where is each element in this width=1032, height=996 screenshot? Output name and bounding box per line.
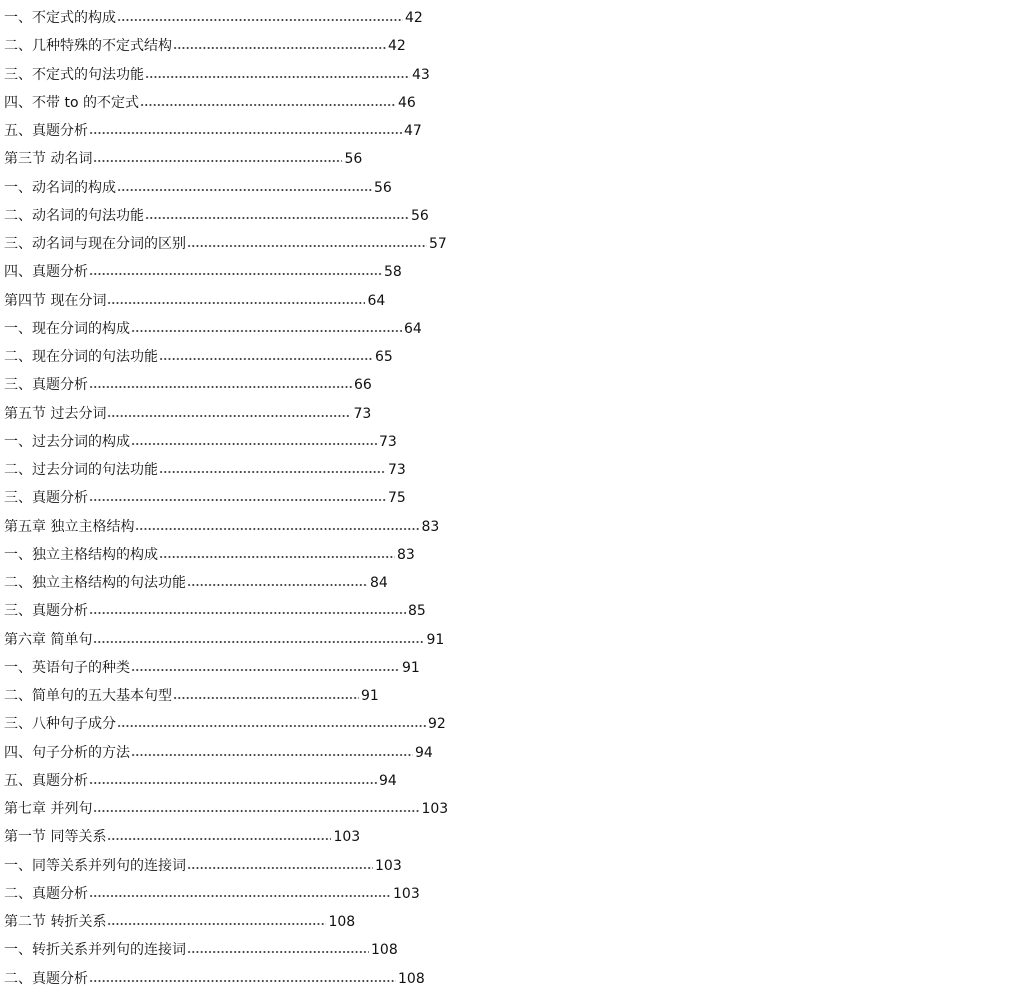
toc-entry[interactable] xyxy=(4,287,1004,315)
dot-leader xyxy=(173,697,359,699)
table-of-contents xyxy=(4,4,1004,993)
toc-entry-title: 第三节 动名词 xyxy=(4,151,93,168)
dot-leader xyxy=(107,838,331,840)
toc-entry-page-number: 43 xyxy=(412,66,430,83)
toc-entry-title: 二、真题分析 xyxy=(4,970,88,987)
toc-entry-page-number: 42 xyxy=(388,38,406,55)
toc-entry[interactable] xyxy=(4,61,1004,89)
dot-leader xyxy=(93,641,424,643)
toc-entry-title: 三、八种句子成分 xyxy=(4,716,116,733)
toc-entry-page-number: 46 xyxy=(397,94,416,111)
dot-leader xyxy=(187,245,427,247)
toc-entry-page-number: 64 xyxy=(404,320,422,337)
toc-entry-page-number: 75 xyxy=(388,490,406,507)
dot-leader xyxy=(89,782,377,784)
toc-entry-page-number: 65 xyxy=(375,349,393,365)
dot-leader xyxy=(107,302,365,304)
toc-entry[interactable] xyxy=(4,682,1004,710)
toc-entry-page-number: 73 xyxy=(379,433,397,450)
toc-entry-title: 第一节 同等关系 xyxy=(4,829,107,846)
dot-leader xyxy=(117,189,372,191)
dot-leader xyxy=(187,951,369,953)
toc-entry-title: 四、真题分析 xyxy=(4,264,88,281)
toc-entry-title: 二、过去分词的句法功能 xyxy=(4,462,158,478)
toc-entry-page-number: 108 xyxy=(398,970,425,987)
toc-entry-title: 第七章 并列句 xyxy=(4,801,93,817)
toc-entry-page-number: 108 xyxy=(371,942,398,959)
toc-entry-page-number: 103 xyxy=(375,857,402,874)
toc-entry-title: 三、动名词与现在分词的区别 xyxy=(4,236,186,252)
toc-entry[interactable] xyxy=(4,795,1004,823)
dot-leader xyxy=(131,754,413,756)
dot-leader xyxy=(173,47,386,49)
toc-entry-page-number: 58 xyxy=(384,264,402,281)
toc-entry[interactable] xyxy=(4,626,1004,654)
toc-entry-page-number: 94 xyxy=(379,772,397,789)
toc-entry[interactable] xyxy=(4,880,1004,908)
toc-entry-title: 一、独立主格结构的构成 xyxy=(4,546,158,563)
toc-entry[interactable] xyxy=(4,654,1004,682)
toc-entry-title: 二、独立主格结构的句法功能 xyxy=(4,575,186,591)
dot-leader xyxy=(140,104,396,106)
toc-entry-page-number: 83 xyxy=(397,546,415,563)
dot-leader xyxy=(117,19,403,21)
toc-entry[interactable] xyxy=(4,174,1004,202)
toc-entry-title: 二、动名词的句法功能 xyxy=(4,207,144,224)
toc-entry-title: 一、过去分词的构成 xyxy=(4,433,130,450)
toc-entry[interactable] xyxy=(4,343,1004,371)
dot-leader xyxy=(159,358,373,360)
toc-entry-title: 三、真题分析 xyxy=(4,603,88,620)
toc-entry-title: 三、真题分析 xyxy=(4,490,88,507)
toc-entry-title: 一、同等关系并列句的连接词 xyxy=(4,857,186,874)
toc-entry-page-number: 47 xyxy=(404,123,422,139)
toc-entry[interactable] xyxy=(4,484,1004,512)
toc-entry-page-number: 57 xyxy=(429,236,447,252)
toc-entry[interactable] xyxy=(4,202,1004,230)
toc-entry-page-number: 56 xyxy=(344,151,363,168)
toc-entry[interactable] xyxy=(4,739,1004,767)
dot-leader xyxy=(89,895,391,897)
toc-entry[interactable] xyxy=(4,258,1004,286)
dot-leader xyxy=(159,471,386,473)
toc-entry-page-number: 103 xyxy=(393,885,420,902)
toc-entry[interactable] xyxy=(4,230,1004,258)
toc-entry[interactable] xyxy=(4,569,1004,597)
toc-entry[interactable] xyxy=(4,117,1004,145)
toc-entry-page-number: 94 xyxy=(415,744,433,761)
toc-entry[interactable] xyxy=(4,89,1004,117)
toc-entry-title: 第二节 转折关系 xyxy=(4,914,107,930)
toc-entry[interactable] xyxy=(4,710,1004,738)
dot-leader xyxy=(89,612,406,614)
dot-leader xyxy=(93,160,342,162)
toc-entry-title: 第六章 简单句 xyxy=(4,631,93,648)
dot-leader xyxy=(145,76,410,78)
dot-leader xyxy=(93,810,419,812)
toc-entry[interactable] xyxy=(4,852,1004,880)
dot-leader xyxy=(159,556,395,558)
dot-leader xyxy=(107,923,326,925)
toc-entry-page-number: 56 xyxy=(411,207,429,224)
toc-entry-title: 一、不定式的构成 xyxy=(4,10,116,26)
toc-entry-page-number: 84 xyxy=(370,575,388,591)
toc-entry-page-number: 91 xyxy=(402,659,420,676)
toc-entry-title: 第四节 现在分词 xyxy=(4,292,107,309)
toc-entry-title: 三、不定式的句法功能 xyxy=(4,66,144,83)
toc-entry-page-number: 56 xyxy=(374,179,392,196)
toc-entry-page-number: 103 xyxy=(333,829,361,846)
toc-entry-title: 二、现在分词的句法功能 xyxy=(4,349,158,365)
toc-entry-title: 二、几种特殊的不定式结构 xyxy=(4,38,172,55)
toc-entry-title: 五、真题分析 xyxy=(4,123,88,139)
toc-entry[interactable] xyxy=(4,965,1004,993)
toc-entry-title: 五、真题分析 xyxy=(4,772,88,789)
dot-leader xyxy=(107,415,351,417)
toc-entry[interactable] xyxy=(4,32,1004,60)
toc-entry-page-number: 73 xyxy=(388,462,406,478)
dot-leader xyxy=(89,499,386,501)
toc-entry[interactable] xyxy=(4,315,1004,343)
toc-entry-title: 第五节 过去分词 xyxy=(4,405,107,422)
toc-entry-page-number: 73 xyxy=(353,405,372,422)
dot-leader xyxy=(89,132,402,134)
dot-leader xyxy=(187,867,373,869)
dot-leader xyxy=(131,330,402,332)
dot-leader xyxy=(145,217,409,219)
toc-entry-title: 一、动名词的构成 xyxy=(4,179,116,196)
toc-entry[interactable] xyxy=(4,936,1004,964)
toc-entry-page-number: 85 xyxy=(408,603,426,620)
toc-entry-title: 三、真题分析 xyxy=(4,377,88,394)
toc-entry-page-number: 83 xyxy=(421,518,440,535)
toc-entry-title: 二、简单句的五大基本句型 xyxy=(4,688,172,704)
toc-entry[interactable] xyxy=(4,597,1004,625)
toc-entry-title: 一、英语句子的种类 xyxy=(4,659,130,676)
toc-entry[interactable] xyxy=(4,428,1004,456)
dot-leader xyxy=(89,386,352,388)
toc-entry[interactable] xyxy=(4,767,1004,795)
toc-entry-title: 第五章 独立主格结构 xyxy=(4,518,135,535)
toc-entry[interactable] xyxy=(4,371,1004,399)
dot-leader xyxy=(187,584,368,586)
dot-leader xyxy=(131,443,377,445)
toc-entry-page-number: 42 xyxy=(405,10,423,26)
dot-leader xyxy=(135,528,419,530)
dot-leader xyxy=(131,669,400,671)
toc-entry-title: 一、现在分词的构成 xyxy=(4,320,130,337)
toc-entry-title: 一、转折关系并列句的连接词 xyxy=(4,942,186,959)
toc-entry-page-number: 91 xyxy=(361,688,379,704)
toc-entry-title: 二、真题分析 xyxy=(4,885,88,902)
toc-entry-title: 四、句子分析的方法 xyxy=(4,744,130,761)
toc-entry-page-number: 103 xyxy=(421,801,449,817)
toc-entry[interactable] xyxy=(4,400,1004,428)
toc-entry-page-number: 108 xyxy=(328,914,356,930)
toc-entry[interactable] xyxy=(4,456,1004,484)
toc-entry[interactable] xyxy=(4,908,1004,936)
toc-entry-page-number: 92 xyxy=(428,716,446,733)
dot-leader xyxy=(89,980,396,982)
toc-entry-page-number: 66 xyxy=(354,377,372,394)
toc-entry[interactable] xyxy=(4,4,1004,32)
toc-entry[interactable] xyxy=(4,145,1004,173)
toc-entry[interactable] xyxy=(4,541,1004,569)
toc-entry-page-number: 64 xyxy=(367,292,386,309)
toc-entry[interactable] xyxy=(4,513,1004,541)
toc-entry[interactable] xyxy=(4,823,1004,851)
dot-leader xyxy=(117,725,426,727)
dot-leader xyxy=(89,273,382,275)
toc-entry-page-number: 91 xyxy=(426,631,445,648)
toc-entry-title: 四、不带 to 的不定式 xyxy=(4,94,139,111)
